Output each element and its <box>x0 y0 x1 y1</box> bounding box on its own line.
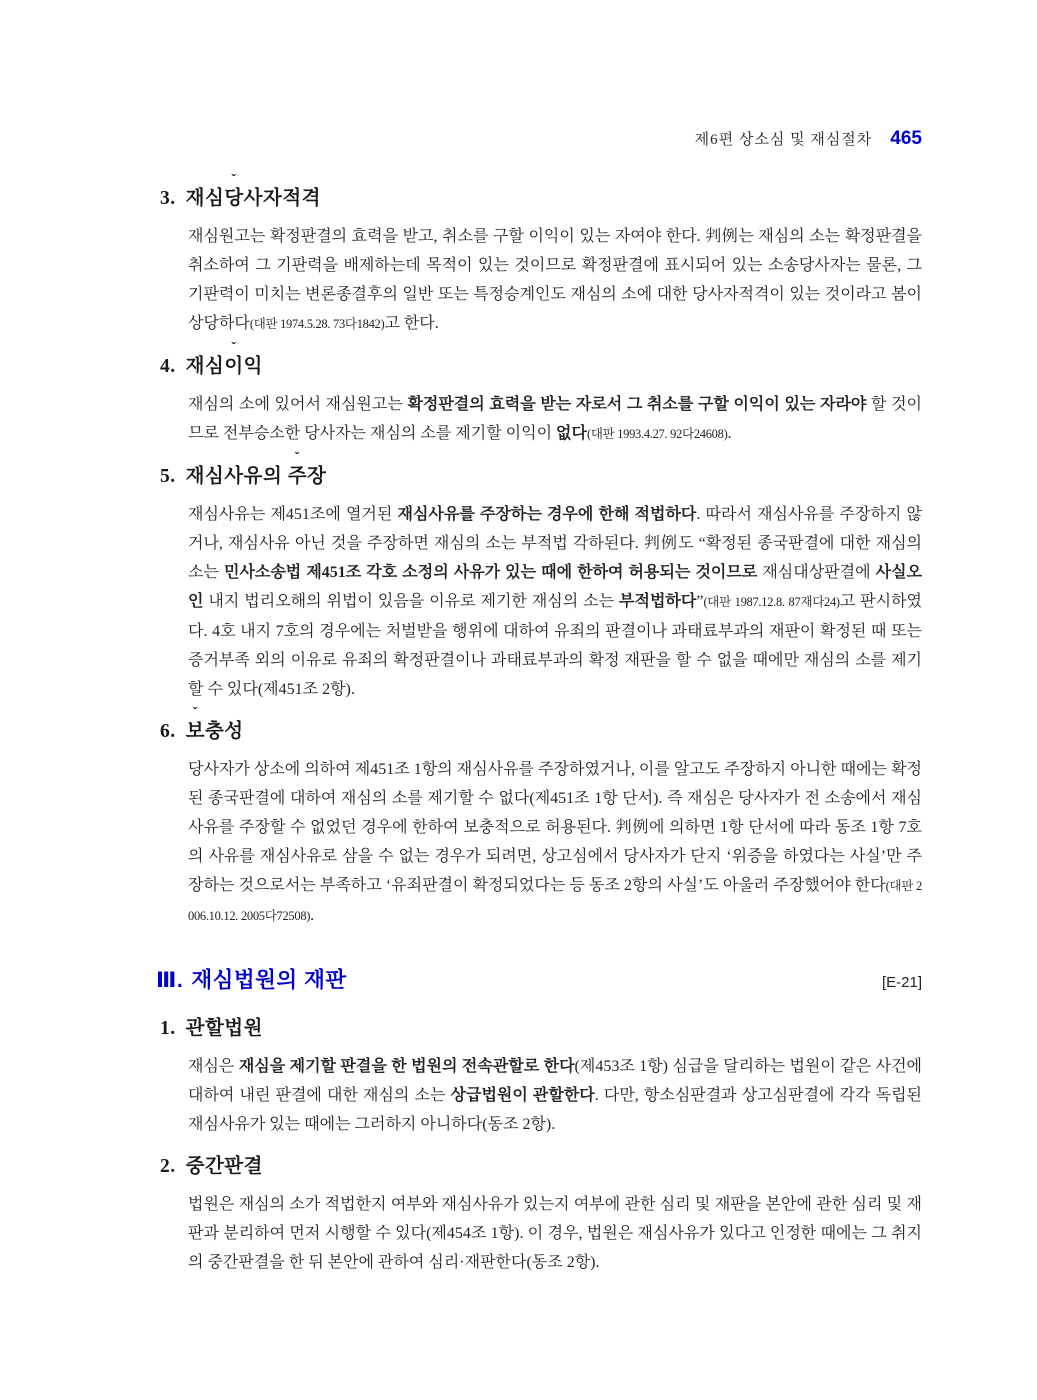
section-title-marked: 보 <box>185 721 205 742</box>
section-3-party-standing <box>156 171 922 339</box>
section-5-heading <box>160 449 922 492</box>
chapter-title: 제6편 상소심 및 재심절차 <box>694 132 873 148</box>
part-3-title <box>156 963 347 994</box>
section-title-marked: 이 <box>224 356 244 377</box>
section-title-post: 사자적격 <box>243 188 322 209</box>
section-4-paragraph: 재심의 소에 있어서 재심원고는 확정판결의 효력을 받는 자로서 그 취소를 구할 이익이 있는 자라야 할 것이므로 전부승소한 당사자는 재심의 소를 제기할 이익이 없다(대판 1993.4.27. 92다24608). <box>188 396 922 442</box>
section-number: 6. <box>160 721 176 742</box>
section-4-retrial-interest <box>156 339 922 449</box>
section-title-marked: 당 <box>224 188 244 209</box>
emphasis-mark: ˇ <box>192 704 198 721</box>
section-title-pre: 재심사유의 <box>185 466 288 487</box>
subsection-2-heading <box>160 1152 922 1182</box>
section-3-heading <box>160 171 922 214</box>
section-title-post: 장 <box>307 466 327 487</box>
section-title-marked: 주 <box>287 466 308 487</box>
section-number: 3. <box>160 188 176 209</box>
part-3-heading-row <box>156 963 922 994</box>
subsection-1-paragraph: 재심은 재심을 제기할 판결을 한 법원의 전속관할로 한다(제453조 1항) 심급을 달리하는 법원이 같은 사건에 대하여 내린 판결에 대한 재심의 소는 상급법원이 관할한다. 다만, 항소심판결과 상고심판결에 각각 독립된 재심사유가 있는 때에는 그러하지 아니하다(동조 2항). <box>188 1058 923 1133</box>
subsection-1-heading <box>160 1014 922 1044</box>
section-title-pre: 재심 <box>185 356 225 377</box>
subsection-2-paragraph: 법원은 재심의 소가 적법한지 여부와 재심사유가 있는지 여부에 관한 심리 및 재판을 본안에 관한 심리 및 재판과 분리하여 먼저 시행할 수 있다(제454조 1항). 이 경우, 법원은 재심사유가 있다고 인정한 때에는 그 취지의 중간판결을 한 뒤 본안에 관하여 심리·재판한다(동조 2항). <box>188 1196 922 1271</box>
section-5-grounds-assertion <box>156 449 923 704</box>
emphasis-mark: ˇ <box>231 171 237 188</box>
section-5-paragraph: 재심사유는 제451조에 열거된 재심사유를 주장하는 경우에 한해 적법하다. 따라서 재심사유를 주장하지 않거나, 재심사유 아닌 것을 주장하면 재심의 소는 부적법 각하된다. 判例도 “확정된 종국판결에 대한 재심의 소는 민사소송법 제451조 각호 소정의 사유가 있는 때에 한하여 허용되는 것이므로 재심대상판결에 사실오인 내지 법리오해의 위법이 있음을 이유로 제기한 재심의 소는 부적법하다”(대판 1987.12.8. 87재다24)고 판시하였다. 4호 내지 7호의 경우에는 처벌받을 행위에 대하여 유죄의 판결이나 과태료부과의 재판이 확정된 때 또는 증거부족 외의 이유로 유죄의 확정판결이나 과태료부과의 확정 재판을 할 수 없을 때에만 재심의 소를 제기할 수 있다(제451조 2항). <box>188 506 923 698</box>
running-header <box>156 128 922 150</box>
page-number: 465 <box>890 128 922 149</box>
subsection-2-interlocutory-judgment <box>156 1152 922 1277</box>
section-3-paragraph: 재심원고는 확정판결의 효력을 받고, 취소를 구할 이익이 있는 자여야 한다. 判例는 재심의 소는 확정판결을 취소하여 그 기판력을 배제하는데 목적이 있는 것이므로 확정판결에 표시되어 있는 소송당사자는 물론, 그 기판력이 미치는 변론종결후의 일반 또는 특정승계인도 재심의 소에 대한 당사자적격이 있는 것이라고 봄이 상당하다(대판 1974.5.28. 73다1842)고 한다. <box>188 228 922 332</box>
emphasis-mark: ˇ <box>294 449 301 466</box>
section-number: 2. <box>160 1156 176 1177</box>
section-title: 관할법원 <box>185 1018 263 1039</box>
section-number: 4. <box>160 356 176 377</box>
emphasis-mark: ˇ <box>231 339 237 356</box>
section-4-heading <box>160 339 922 382</box>
marked-char <box>224 339 244 382</box>
section-6-paragraph: 당사자가 상소에 의하여 제451조 1항의 재심사유를 주장하였거나, 이를 알고도 주장하지 아니한 때에는 확정된 종국판결에 대하여 재심의 소를 제기할 수 없다(제451조 1항 단서). 즉 재심은 당사자가 전 소송에서 재심사유를 주장할 수 없었던 경우에 한하여 보충적으로 허용된다. 判例에 의하면 1항 단서에 따라 동조 1항 7호의 사유를 재심사유로 삼을 수 없는 경우가 되려면, 상고심에서 당사자가 단지 ‘위증을 하였다는 사실’만 주장하는 것으로서는 부족하고 ‘유죄판결이 확정되었다는 등 동조 2항의 사실’도 아울러 주장했어야 한다(대판 2006.10.12. 2005다72508). <box>188 761 922 924</box>
section-6-heading <box>160 704 922 747</box>
part-3-reference-tag: [E-21] <box>881 974 922 991</box>
section-title-post: 익 <box>243 356 263 377</box>
section-title: 중간판결 <box>185 1156 263 1177</box>
section-number: 1. <box>160 1018 176 1039</box>
marked-char <box>287 449 308 492</box>
part-number: Ⅲ. <box>156 968 184 992</box>
part-title-text: 재심법원의 재판 <box>191 968 347 992</box>
subsection-1-competent-court <box>156 1014 922 1139</box>
section-6-subsidiarity <box>156 704 922 931</box>
section-number: 5. <box>160 466 176 487</box>
marked-char <box>185 704 205 747</box>
marked-char <box>224 171 244 214</box>
section-title-pre: 재심 <box>185 188 225 209</box>
section-title-post: 충성 <box>204 721 244 742</box>
